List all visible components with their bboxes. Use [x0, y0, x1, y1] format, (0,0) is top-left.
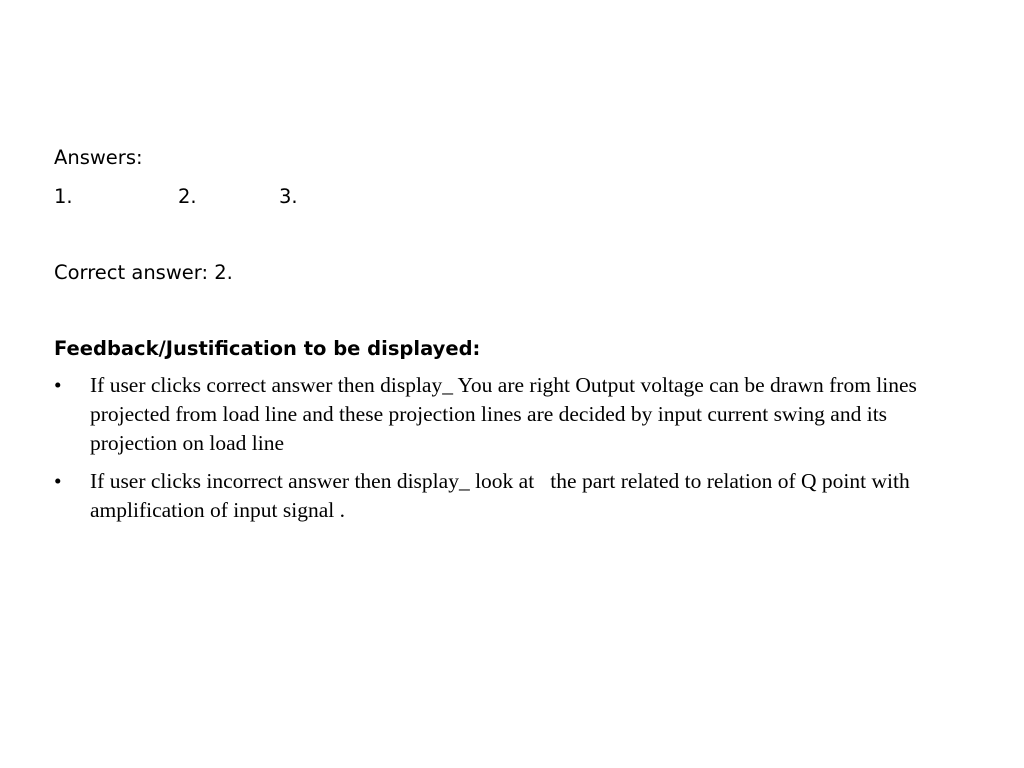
answer-options	[54, 185, 354, 209]
answer-option-3: 3.	[279, 185, 298, 208]
answer-option-1: 1.	[54, 185, 73, 208]
answer-option-2: 2.	[178, 185, 197, 208]
correct-answer: Correct answer: 2.	[54, 261, 233, 284]
feedback-item-text: If user clicks correct answer then display_ You are right Output voltage can be drawn from lines projected from load line and these projection lines are decided by input current swing and its projection on load line	[90, 373, 917, 455]
bullet-icon: •	[54, 373, 62, 397]
answers-heading: Answers:	[54, 146, 143, 169]
bullet-icon: •	[54, 469, 62, 493]
feedback-heading: Feedback/Justification to be displayed:	[54, 337, 481, 360]
feedback-item-text: If user clicks incorrect answer then display_ look at the part related to relation of Q point with amplification of input signal .	[90, 469, 916, 522]
